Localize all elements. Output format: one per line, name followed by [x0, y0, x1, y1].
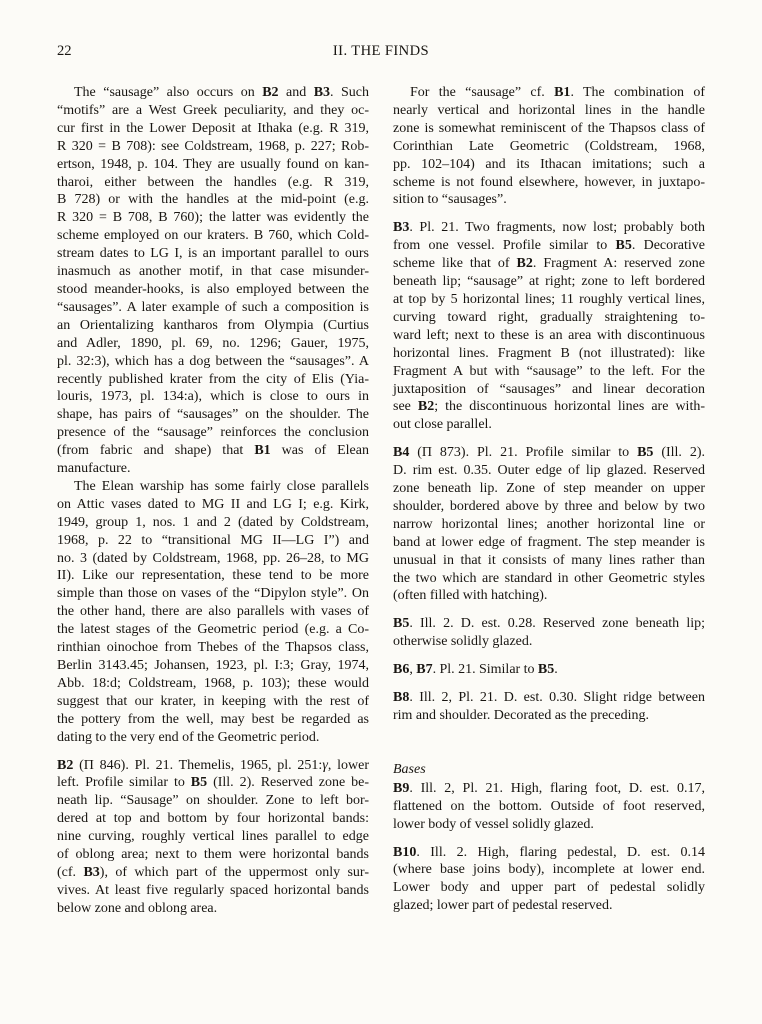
text-line: shape, has pairs of “sausages” on the shoulder. The [57, 407, 369, 423]
catalog-entry-B10 [393, 844, 705, 916]
catalog-entry-B3 [393, 219, 705, 434]
catalog-entry-B9 [393, 780, 705, 834]
catalog-entry-B6-B7 [393, 661, 705, 679]
text-line: louris, 1973, pl. 134:a), which is close to ours in [57, 389, 369, 405]
text-line: The “sausage” also occurs on B2 and B3. Such [74, 85, 370, 100]
text-line: shoulder, bordered above by three and below by two [393, 498, 705, 514]
text-line: the other hand, there are also parallels with vases of [57, 604, 369, 620]
text-line: B10. Ill. 2. High, flaring pedestal, D. est. 0.14 [393, 844, 705, 860]
text-line: stood meander-hooks, is also employed between the [57, 281, 369, 297]
text-line: 1949, group 1, nos. 1 and 2 (dated by Coldstream, [57, 514, 369, 530]
text-columns [57, 84, 705, 918]
text-line: B5. Ill. 2. D. est. 0.28. Reserved zone beneath lip; [393, 616, 705, 632]
text-line: Abb. 18:d; Coldstream, 1968, p. 103); these would [57, 675, 369, 691]
text-line: The Elean warship has some fairly close parallels [74, 478, 369, 494]
text-line: unusual in that it consists of many lines rather than [393, 552, 705, 568]
text-line: nearly vertical and horizontal lines in the handle [393, 102, 705, 118]
text-line: tharoi, either between the handles (e.g. R 319, [57, 174, 369, 190]
text-line: dered at top and bottom by four horizontal bands: [57, 811, 369, 827]
text-line: of oblong area; next to them were horizontal bands [57, 847, 369, 863]
text-line: B2 (Π 846). Pl. 21. Themelis, 1965, pl. 251:γ, lower [57, 757, 369, 773]
text-line: lower body of vessel solidly glazed. [393, 816, 594, 832]
paragraph [57, 84, 369, 478]
text-line: the two which are standard in other Geometric styles [393, 570, 705, 586]
text-line: B8. Ill. 2, Pl. 21. D. est. 0.30. Slight ridge between [393, 690, 705, 706]
text-line: pp. 102–104) and its Ithacan imitations; such a [393, 156, 705, 172]
text-line: simple than those on vases of the “Dipylon style”. On [57, 586, 369, 602]
text-line: presence of the “sausage” reinforces the conclusion [57, 425, 369, 441]
catalog-entry-B5 [393, 615, 705, 651]
text-line: at top by 5 horizontal lines; 11 roughly vertical lines, [393, 291, 705, 307]
text-line: B4 (Π 873). Pl. 21. Profile similar to B5 (Ill. 2). [393, 445, 705, 461]
text-line: and Adler, 1890, pl. 69, no. 1296; Gauer, 1975, [57, 335, 369, 351]
text-line: the latest stages of the Geometric period (e.g. a Co- [57, 622, 369, 638]
text-line: rim and shoulder. Decorated as the preceding. [393, 708, 649, 723]
text-line: D. rim est. 0.35. Outer edge of lip glazed. Reserved [393, 463, 705, 479]
text-line: cur first in the Lower Deposit at Ithaka (e.g. R 319, [57, 120, 369, 136]
text-line: recently published krater from the city of Elis (Yia- [57, 371, 369, 387]
text-line: Fragment A but with “sausage” to the left. For the [393, 363, 705, 379]
text-line: (often filled with hatching). [393, 588, 548, 604]
running-head: II. THE FINDS [332, 43, 430, 59]
text-line: juxtaposition of “sausages” and linear decoration [393, 381, 705, 397]
text-line: the pottery from the well, may best be regarded as [57, 711, 369, 727]
text-line: Lower body and upper part of pedestal solidly [393, 880, 705, 896]
text-line: scheme employed on our kraters. B 760, which Cold- [57, 228, 369, 244]
text-line: neath lip. “Sausage” on shoulder. Zone to left bor- [57, 793, 369, 809]
text-line: II). Like our representation, these tend to be more [57, 568, 369, 584]
text-line: out close parallel. [393, 417, 492, 433]
text-line: scheme is not found elsewhere, however, in juxtapo- [393, 174, 705, 190]
text-line: (where base joins body), incomplete at lower end. [393, 862, 705, 878]
section-heading: Bases [393, 761, 426, 777]
text-line: R 320 = B 708): see Coldstream, 1968, p. 227; Rob- [57, 138, 369, 154]
text-line: on Attic vases dated to MG II and LG I; e.g. Kirk, [57, 496, 369, 512]
catalog-entry-B4 [393, 444, 705, 605]
text-line: from one vessel. Profile similar to B5. Decorative [393, 238, 705, 254]
text-line: 1968, p. 22 to “transitional MG II—LG I”) and [57, 532, 369, 548]
text-line: narrow horizontal lines; another horizontal line or [393, 516, 705, 532]
text-line: manufacture. [57, 461, 131, 477]
text-line: B 728) or with the handles at the mid-point (e.g. [57, 192, 369, 208]
page-header [57, 43, 705, 62]
text-line: zone beneath lip. Zone of step meander on upper [393, 481, 705, 497]
text-line: an Orientalizing kantharos from Olympia (Curtius [57, 317, 369, 333]
text-line: left. Profile similar to B5 (Ill. 2). Reserved zone be- [57, 775, 369, 791]
text-line: curving toward right, gradually straightening to- [393, 309, 705, 325]
text-line: B3. Pl. 21. Two fragments, now lost; probably both [393, 220, 705, 236]
text-line: Berlin 3143.45; Johansen, 1923, pl. I:3; Gray, 1974, [57, 658, 369, 673]
text-line: horizontal lines. Fragment B (not illustrated): like [393, 345, 705, 361]
text-line: “sausages”. A later example of such a composition is [57, 299, 369, 315]
text-line: stream dates to LG I, is an important parallel to ours [57, 246, 369, 262]
text-line: band at lower edge of fragment. The step meander is [393, 534, 705, 550]
text-line: For the “sausage” cf. B1. The combination of [410, 85, 705, 100]
text-line: nine curving, roughly vertical lines parallel to edge [57, 829, 369, 845]
text-line: B6, B7. Pl. 21. Similar to B5. [393, 662, 558, 678]
text-line: no. 3 (dated by Coldstream, 1968, pp. 26–28, to MG [57, 550, 369, 566]
text-line: suggest that our krater, in keeping with the rest of [57, 693, 369, 709]
text-line: (from fabric and shape) that B1 was of Elean [57, 443, 369, 459]
paragraph [393, 84, 705, 209]
left-column [57, 84, 369, 918]
text-line: B9. Ill. 2, Pl. 21. High, flaring foot, D. est. 0.17, [393, 780, 705, 796]
text-line: ward left; next to these is an area with discontinuous [393, 327, 705, 343]
text-line: dating to the very end of the Geometric period. [57, 729, 320, 745]
text-line: below zone and oblong area. [57, 900, 218, 916]
text-line: otherwise solidly glazed. [393, 634, 533, 650]
text-line: “motifs” are a West Greek peculiarity, and they oc- [57, 102, 369, 118]
page-number: 22 [57, 43, 72, 59]
text-line: R 320 = B 708, B 760); the latter was evidently the [57, 210, 369, 226]
text-line: beneath lip; “sausage” at right; zone to left bordered [393, 274, 705, 290]
text-line: rinthian oinochoe from Thebes of the Thapsos class, [57, 640, 369, 656]
catalog-entry-B2 [57, 757, 369, 918]
text-line: vives. At least five regularly spaced horizontal bands [57, 882, 369, 898]
text-line: Corinthian Late Geometric (Coldstream, 1968, [393, 138, 705, 154]
text-line: inasmuch as another motif, in that case misunder- [57, 264, 369, 280]
text-line: (cf. B3), of which part of the uppermost only sur- [57, 864, 369, 880]
text-line: zone is somewhat reminiscent of the Thapsos class of [393, 120, 705, 136]
right-column [393, 84, 705, 918]
text-line: sition to “sausages”. [393, 192, 507, 208]
text-line: pl. 32:3), which has a dog between the “sausages”. A [57, 353, 369, 369]
text-line: flattened on the bottom. Outside of foot reserved, [393, 798, 705, 814]
text-line: ertson, 1948, p. 104. They are usually found on kan- [57, 156, 369, 172]
text-line: scheme like that of B2. Fragment A: reserved zone [393, 256, 705, 272]
catalog-entry-B8 [393, 689, 705, 725]
paragraph [57, 478, 369, 747]
text-line: see B2; the discontinuous horizontal lines are with- [393, 399, 706, 415]
text-line: glazed; lower part of pedestal reserved. [393, 898, 613, 914]
